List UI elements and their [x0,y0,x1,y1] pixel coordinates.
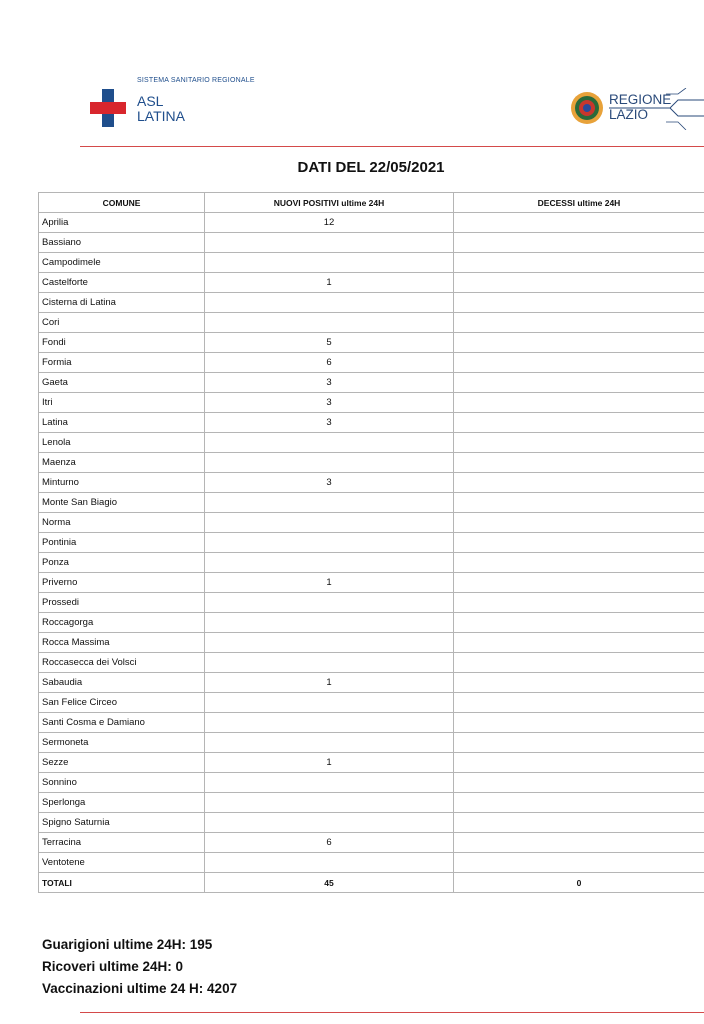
comune-cell: Sabaudia [39,673,205,693]
nuovi-positivi-cell [205,233,454,253]
nuovi-positivi-cell [205,533,454,553]
decessi-cell [454,573,704,593]
nuovi-positivi-cell: 5 [205,333,454,353]
nuovi-positivi-cell: 1 [205,673,454,693]
totals-row [39,873,704,893]
comune-cell: Castelforte [39,273,205,293]
decessi-cell [454,293,704,313]
nuovi-positivi-cell: 1 [205,273,454,293]
decessi-cell [454,693,704,713]
header-divider [80,146,704,147]
comune-cell: Fondi [39,333,205,353]
decessi-cell [454,653,704,673]
medical-cross-icon [90,89,126,127]
page-header [0,0,704,150]
table-row [39,673,704,693]
nuovi-positivi-cell [205,493,454,513]
asl-line1: ASL [137,93,164,109]
comune-cell: Bassiano [39,233,205,253]
comune-cell: Pontinia [39,533,205,553]
asl-line2: LATINA [137,108,185,124]
nuovi-positivi-cell [205,453,454,473]
decessi-cell [454,233,704,253]
column-header-comune: COMUNE [39,193,205,213]
decessi-cell [454,773,704,793]
table-row [39,353,704,373]
comune-cell: Maenza [39,453,205,473]
decessi-cell [454,853,704,873]
comune-cell: Sermoneta [39,733,205,753]
summary-ricoveri: Ricoveri ultime 24H: 0 [42,959,184,974]
nuovi-positivi-cell: 6 [205,833,454,853]
nuovi-positivi-cell [205,653,454,673]
decessi-cell [454,453,704,473]
table-row [39,393,704,413]
comune-cell: Monte San Biagio [39,493,205,513]
comune-cell: Cisterna di Latina [39,293,205,313]
table-row [39,753,704,773]
nuovi-positivi-cell: 3 [205,393,454,413]
decessi-cell [454,713,704,733]
table-row [39,633,704,653]
comune-cell: Ventotene [39,853,205,873]
table-row [39,433,704,453]
table-row [39,213,704,233]
comune-cell: Gaeta [39,373,205,393]
table-row [39,253,704,273]
region-name [609,92,671,122]
table-row [39,273,704,293]
table-row [39,733,704,753]
table-row [39,713,704,733]
nuovi-positivi-cell [205,253,454,273]
column-header-nuovi-positivi: NUOVI POSITIVI ultime 24H [205,193,454,213]
nuovi-positivi-cell [205,633,454,653]
comune-cell: Roccasecca dei Volsci [39,653,205,673]
decessi-cell [454,253,704,273]
asl-subtitle: SISTEMA SANITARIO REGIONALE [137,77,255,84]
nuovi-positivi-cell [205,733,454,753]
comune-cell: Norma [39,513,205,533]
decessi-cell [454,433,704,453]
table-row [39,493,704,513]
column-header-decessi: DECESSI ultime 24H [454,193,704,213]
table-row [39,413,704,433]
decessi-cell [454,413,704,433]
asl-name [137,94,185,124]
nuovi-positivi-cell: 6 [205,353,454,373]
table-row [39,813,704,833]
decessi-cell [454,633,704,653]
decessi-cell [454,473,704,493]
comune-cell: Lenola [39,433,205,453]
comune-cell: Sperlonga [39,793,205,813]
nuovi-positivi-cell [205,433,454,453]
decessi-cell [454,753,704,773]
table-row [39,513,704,533]
table-row [39,593,704,613]
decessi-cell [454,513,704,533]
decessi-cell [454,673,704,693]
comune-cell: Sonnino [39,773,205,793]
table-row [39,553,704,573]
table-row [39,473,704,493]
comune-cell: Sezze [39,753,205,773]
nuovi-positivi-cell [205,693,454,713]
table-row [39,573,704,593]
comune-cell: Priverno [39,573,205,593]
comune-cell: Terracina [39,833,205,853]
decessi-cell [454,533,704,553]
comune-cell: Latina [39,413,205,433]
asl-latina-logo [88,74,288,134]
decessi-cell [454,813,704,833]
page-title: DATI DEL 22/05/2021 [297,159,445,176]
decessi-cell [454,213,704,233]
nuovi-positivi-cell [205,593,454,613]
comune-cell: San Felice Circeo [39,693,205,713]
nuovi-positivi-cell [205,853,454,873]
comune-cell: Minturno [39,473,205,493]
table-row [39,333,704,353]
table-row [39,313,704,333]
comune-cell: Itri [39,393,205,413]
decessi-cell [454,833,704,853]
nuovi-positivi-cell [205,553,454,573]
decessi-cell [454,353,704,373]
regione-lazio-logo [568,88,704,130]
nuovi-positivi-cell [205,813,454,833]
table-row [39,653,704,673]
comune-cell: Cori [39,313,205,333]
nuovi-positivi-cell [205,613,454,633]
nuovi-positivi-cell: 3 [205,413,454,433]
decessi-cell [454,313,704,333]
table-row [39,853,704,873]
decessi-cell [454,393,704,413]
comune-cell: Prossedi [39,593,205,613]
comune-cell: Ponza [39,553,205,573]
table-row [39,533,704,553]
decessi-cell [454,613,704,633]
decessi-cell [454,733,704,753]
summary-guarigioni: Guarigioni ultime 24H: 195 [42,937,213,952]
data-table [38,192,704,893]
nuovi-positivi-cell [205,313,454,333]
footer-divider [80,1012,704,1013]
comune-cell: Roccagorga [39,613,205,633]
table-row [39,773,704,793]
summary-vaccinazioni: Vaccinazioni ultime 24 H: 4207 [42,981,238,996]
decessi-cell [454,333,704,353]
nuovi-positivi-cell [205,793,454,813]
nuovi-positivi-cell: 12 [205,213,454,233]
nuovi-positivi-cell: 3 [205,473,454,493]
decessi-cell [454,273,704,293]
nuovi-positivi-cell: 1 [205,753,454,773]
totals-label: TOTALI [39,873,205,893]
comune-cell: Rocca Massima [39,633,205,653]
nuovi-positivi-cell [205,713,454,733]
table-row [39,833,704,853]
table-row [39,373,704,393]
nuovi-positivi-cell [205,293,454,313]
decessi-cell [454,493,704,513]
table-row [39,453,704,473]
nuovi-positivi-cell [205,773,454,793]
table-row [39,693,704,713]
summary-block [42,934,237,1000]
decessi-cell [454,373,704,393]
nuovi-positivi-cell: 3 [205,373,454,393]
comune-cell: Formia [39,353,205,373]
region-line2: LAZIO [609,107,649,122]
decessi-cell [454,593,704,613]
totals-decessi: 0 [454,873,704,893]
comune-cell: Campodimele [39,253,205,273]
comune-cell: Spigno Saturnia [39,813,205,833]
comune-cell: Santi Cosma e Damiano [39,713,205,733]
region-line1: REGIONE [609,92,672,107]
nuovi-positivi-cell: 1 [205,573,454,593]
decessi-cell [454,793,704,813]
decessi-cell [454,553,704,573]
regione-lazio-emblem-icon [570,91,604,125]
table-header-row [39,193,704,213]
nuovi-positivi-cell [205,513,454,533]
table-row [39,293,704,313]
table-row [39,613,704,633]
comune-cell: Aprilia [39,213,205,233]
totals-nuovi-positivi: 45 [205,873,454,893]
table-row [39,793,704,813]
table-row [39,233,704,253]
